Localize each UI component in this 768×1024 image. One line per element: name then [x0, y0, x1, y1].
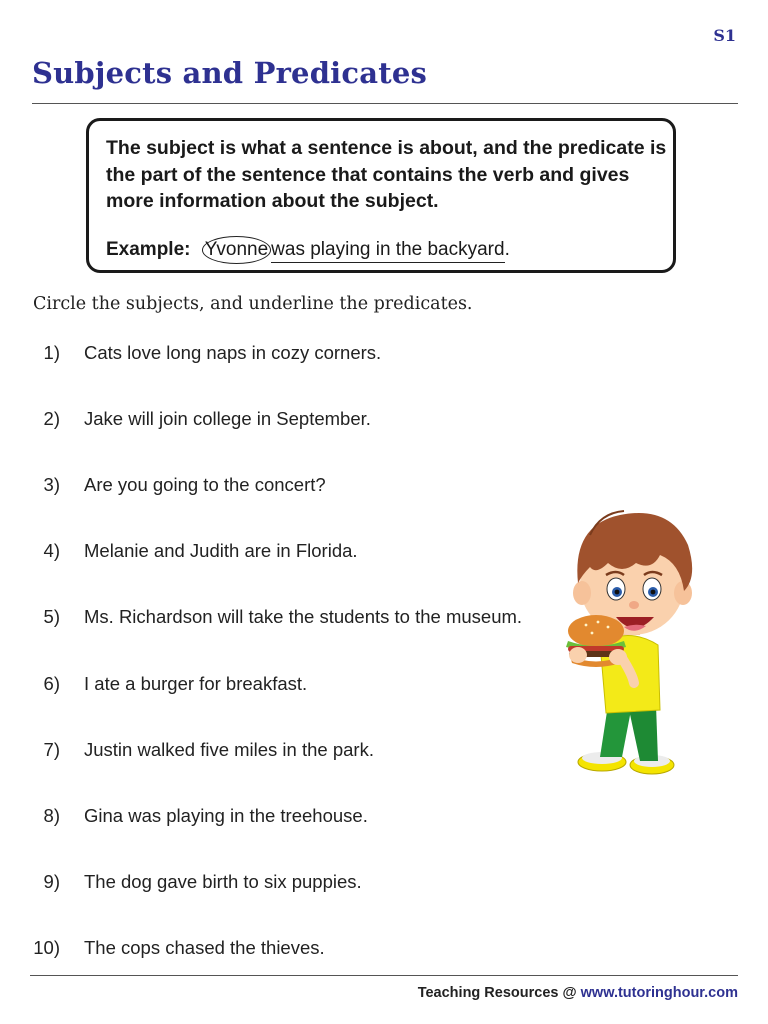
item-number: 7)	[43, 739, 60, 760]
item-number: 2)	[43, 408, 60, 429]
footer-label: Teaching Resources @	[417, 985, 581, 1001]
item-number: 3)	[43, 474, 60, 495]
item-number: 10)	[33, 937, 60, 958]
item-number: 4)	[43, 540, 60, 561]
item-sentence: Gina was playing in the treehouse.	[84, 805, 368, 826]
item-sentence: Melanie and Judith are in Florida.	[84, 540, 358, 561]
example-subject-circled: Yvonne	[202, 236, 271, 264]
item-sentence: Ms. Richardson will take the students to the museum.	[84, 606, 523, 627]
example-label: Example:	[106, 239, 191, 260]
definition-text: The subject is what a sentence is about, and the predicate is the part of the sentence that contains the verb and gives more information about the subject.	[106, 137, 667, 212]
example-line	[106, 236, 510, 264]
definition-box	[86, 118, 676, 273]
item-sentence: Cats love long naps in cozy corners.	[84, 342, 382, 363]
item-sentence: Jake will join college in September.	[84, 408, 371, 429]
title-divider	[32, 103, 738, 104]
worksheet-code: S1	[713, 26, 736, 45]
boy-eating-burger-illustration	[560, 505, 710, 785]
item-sentence: The cops chased the thieves.	[84, 937, 325, 958]
instruction-text: Circle the subjects, and underline the predicates.	[33, 294, 473, 314]
item-number: 1)	[43, 342, 60, 363]
item-sentence: Are you going to the concert?	[84, 474, 326, 495]
item-sentence: I ate a burger for breakfast.	[84, 673, 308, 694]
footer	[418, 985, 738, 1001]
item-number: 9)	[43, 871, 60, 892]
footer-link[interactable]: www.tutoringhour.com	[580, 985, 738, 1001]
example-period: .	[504, 239, 510, 260]
item-sentence: The dog gave birth to six puppies.	[84, 871, 362, 892]
item-number: 8)	[43, 805, 60, 826]
page-title: Subjects and Predicates	[32, 56, 428, 90]
item-number: 5)	[43, 606, 60, 627]
item-sentence: Justin walked five miles in the park.	[84, 739, 374, 760]
example-predicate-underlined: was playing in the backyard	[271, 239, 504, 263]
footer-divider	[30, 975, 738, 976]
item-number: 6)	[43, 673, 60, 694]
